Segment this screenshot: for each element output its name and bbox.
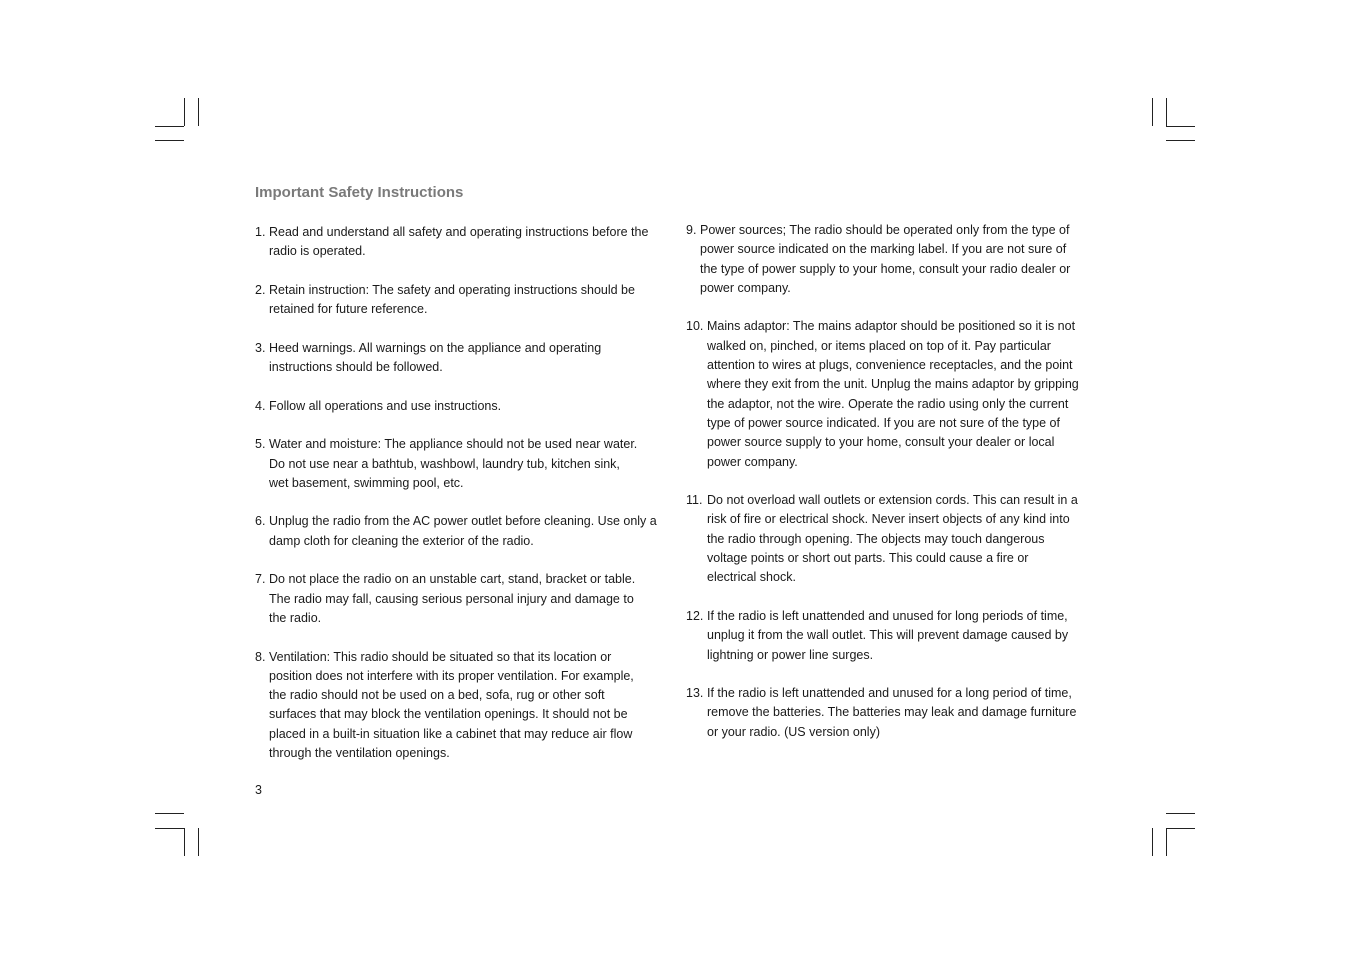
- item-line: where they exit from the unit. Unplug the mains adaptor by gripping: [707, 377, 1079, 392]
- item-line: Power sources; The radio should be operated only from the type of: [700, 223, 1070, 237]
- item-number: 9.: [686, 223, 700, 237]
- item-line: power company.: [707, 454, 798, 469]
- crop-mark: [1166, 828, 1195, 829]
- instruction-item-10: [686, 317, 1096, 471]
- crop-mark: [1152, 98, 1153, 126]
- left-column: [255, 223, 675, 783]
- item-line: wet basement, swimming pool, etc.: [269, 475, 464, 490]
- instruction-item-1: [255, 223, 675, 262]
- crop-mark: [198, 828, 199, 856]
- crop-mark: [1166, 813, 1195, 814]
- crop-mark: [1166, 98, 1167, 126]
- item-line: retained for future reference.: [269, 302, 428, 317]
- item-text: [269, 339, 675, 378]
- crop-mark: [155, 126, 184, 127]
- item-line: remove the batteries. The batteries may leak and damage furniture: [707, 705, 1077, 720]
- crop-mark: [184, 828, 185, 856]
- item-number: 12.: [686, 608, 707, 623]
- item-line: unplug it from the wall outlet. This will prevent damage caused by: [707, 628, 1069, 643]
- item-number: 11.: [686, 493, 706, 508]
- item-text: [269, 648, 675, 764]
- item-line: Water and moisture: The appliance should not be used near water.: [269, 437, 638, 452]
- item-text: [700, 221, 1096, 298]
- item-text: [707, 317, 1096, 471]
- item-line: If the radio is left unattended and unused for a long period of time,: [707, 686, 1072, 701]
- item-number: 2.: [255, 282, 269, 297]
- item-number: 8.: [255, 649, 269, 664]
- instruction-item-2: [255, 281, 675, 320]
- item-line: type of power source indicated. If you are not sure of the type of: [707, 415, 1060, 430]
- item-number: 4.: [255, 398, 269, 413]
- item-line: power company.: [700, 280, 791, 295]
- instruction-item-4: [255, 397, 675, 416]
- item-line: Heed warnings. All warnings on the appliance and operating: [269, 340, 602, 355]
- crop-mark: [184, 98, 185, 126]
- crop-mark: [198, 98, 199, 126]
- item-text: [269, 281, 675, 320]
- item-text: [707, 684, 1096, 742]
- item-line: Unplug the radio from the AC power outlet before cleaning. Use only a: [269, 514, 657, 529]
- item-line: attention to wires at plugs, convenience receptacles, and the point: [707, 358, 1073, 373]
- item-number: 6.: [255, 514, 269, 529]
- item-text: [269, 435, 675, 493]
- instruction-item-8: [255, 648, 675, 764]
- crop-mark: [1152, 828, 1153, 856]
- item-line: position does not interfere with its proper ventilation. For example,: [269, 668, 634, 683]
- item-text: [269, 397, 675, 416]
- item-line: The radio may fall, causing serious personal injury and damage to: [269, 591, 634, 606]
- crop-mark: [155, 828, 184, 829]
- instruction-item-6: [255, 512, 675, 551]
- item-line: through the ventilation openings.: [269, 746, 450, 761]
- item-line: risk of fire or electrical shock. Never insert objects of any kind into: [707, 512, 1070, 527]
- item-line: the radio should not be used on a bed, sofa, rug or other soft: [269, 688, 605, 703]
- crop-mark: [155, 813, 184, 814]
- item-number: 3.: [255, 340, 269, 355]
- item-number: 1.: [255, 225, 269, 239]
- item-line: voltage points or short out parts. This could cause a fire or: [707, 551, 1029, 566]
- item-text: [707, 491, 1096, 587]
- instruction-item-3: [255, 339, 675, 378]
- crop-mark: [1166, 126, 1195, 127]
- right-column: [686, 221, 1096, 761]
- item-line: Read and understand all safety and operating instructions before the: [269, 225, 649, 239]
- instruction-item-12: [686, 607, 1096, 665]
- item-line: the adaptor, not the wire. Operate the radio using only the current: [707, 396, 1069, 411]
- instruction-item-7: [255, 570, 675, 628]
- item-text: [269, 570, 675, 628]
- item-line: the type of power supply to your home, consult your radio dealer or: [700, 261, 1071, 276]
- item-line: Retain instruction: The safety and operating instructions should be: [269, 282, 635, 297]
- item-line: surfaces that may block the ventilation openings. It should not be: [269, 707, 628, 722]
- item-text: [269, 223, 675, 262]
- item-line: the radio.: [269, 610, 322, 625]
- crop-mark: [1166, 828, 1167, 856]
- instruction-item-13: [686, 684, 1096, 742]
- item-line: power source indicated on the marking label. If you are not sure of: [700, 242, 1067, 257]
- item-line: Do not place the radio on an unstable cart, stand, bracket or table.: [269, 572, 636, 587]
- item-line: walked on, pinched, or items placed on top of it. Pay particular: [707, 338, 1051, 353]
- item-number: 13.: [686, 686, 707, 701]
- item-line: Follow all operations and use instructions.: [269, 398, 502, 413]
- item-line: Mains adaptor: The mains adaptor should be positioned so it is not: [707, 319, 1076, 334]
- item-number: 10.: [686, 319, 707, 334]
- instruction-item-5: [255, 435, 675, 493]
- item-line: Ventilation: This radio should be situated so that its location or: [269, 649, 612, 664]
- instruction-item-9: [686, 221, 1096, 298]
- item-line: If the radio is left unattended and unused for long periods of time,: [707, 608, 1068, 623]
- item-line: instructions should be followed.: [269, 360, 443, 375]
- page-title: Important Safety Instructions: [255, 184, 464, 201]
- item-number: 5.: [255, 437, 269, 452]
- item-text: [707, 607, 1096, 665]
- crop-mark: [1166, 140, 1195, 141]
- item-line: placed in a built-in situation like a cabinet that may reduce air flow: [269, 726, 633, 741]
- crop-mark: [155, 140, 184, 141]
- page-number: 3: [255, 783, 262, 797]
- item-line: power source supply to your home, consult your dealer or local: [707, 435, 1055, 450]
- item-number: 7.: [255, 572, 269, 587]
- item-line: lightning or power line surges.: [707, 647, 874, 662]
- item-line: electrical shock.: [707, 570, 796, 585]
- item-line: damp cloth for cleaning the exterior of the radio.: [269, 533, 534, 548]
- item-line: or your radio. (US version only): [707, 724, 880, 739]
- item-line: the radio through opening. The objects may touch dangerous: [707, 531, 1045, 546]
- item-line: Do not overload wall outlets or extension cords. This can result in a: [707, 493, 1078, 508]
- instruction-item-11: [686, 491, 1096, 587]
- item-line: radio is operated.: [269, 244, 366, 259]
- item-text: [269, 512, 675, 551]
- item-line: Do not use near a bathtub, washbowl, laundry tub, kitchen sink,: [269, 456, 620, 471]
